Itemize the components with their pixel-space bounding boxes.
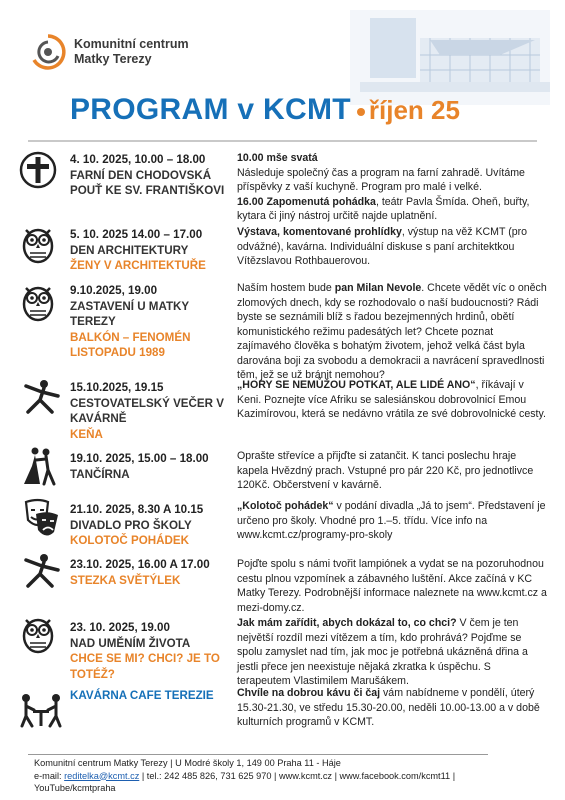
desc-lead: Výstava, komentované prohlídky [237,226,402,238]
title-main: PROGRAM v KCMT [70,93,351,126]
event-date: 19.10. 2025, 15.00 – 18.00 [70,452,209,465]
desc-text2: , teátr Pavla Šmída. Oheň, buřty, kytara či jiný nástroj určitě najde uplatnění. [237,195,530,222]
event-8-description [237,616,547,689]
event-1-description [237,151,547,224]
event-name: ZASTAVENÍ U MATKY TEREZY [70,299,189,328]
event-subtitle: KEŇA [70,427,103,441]
event-date: 23.10. 2025, 16.00 A 17.00 [70,558,210,571]
page-title [70,93,460,127]
event-1 [70,152,228,199]
desc-lead: Chvíle na dobrou kávu či čaj [237,687,381,699]
desc-text: Následuje společný čas a program na farní zahradě. Uvítáme příspěvky z vaší kuchyně. Program pro malé i velké. [237,166,525,193]
event-subtitle: KAVÁRNA CAFE TEREZIE [70,689,214,702]
event-name: NAD UMĚNÍM ŽIVOTA [70,636,191,650]
footer [34,757,554,795]
desc-lead: 10.00 mše svatá [237,152,318,164]
building-image [320,10,550,105]
coffee-people-icon [18,690,64,730]
header-divider [28,140,537,142]
event-3-description [237,281,547,383]
event-4-description [237,378,547,422]
desc-text: . Chcete vědět víc o oněch zlomových dnech, kdy se rozhodovalo o naší budoucnosti? Rádi byste se seznámili blíž s řadou bezejmenných hrdinů, obětí komunistického režimu padesátých let? Chcete poznat zajímavého člověka s bohatým životem, jehož velká část byla darována boji za svobodu a demokracii a navrácení spravedlnosti těm, jež se už bránit nemohou? [237,282,547,381]
footer-address: Komunitní centrum Matky Terezy | U Modré školy 1, 149 00 Praha 11 - Háje [34,758,341,768]
dancer-icon [18,552,64,592]
desc-lead: „Kolotoč pohádek“ [237,500,334,512]
event-subtitle: KOLOTOČ POHÁDEK [70,534,189,547]
org-name-line2: Matky Terezy [74,52,152,66]
event-4 [70,380,228,442]
footer-contacts [34,770,554,783]
event-subtitle: STEZKA SVĚTÝLEK [70,573,181,587]
title-month: říjen 25 [368,95,460,125]
event-7 [70,557,228,588]
event-8 [70,620,228,682]
orange-dot [357,108,365,116]
event-3 [70,283,228,361]
footer-youtube: YouTube/kcmtpraha [34,783,116,793]
footer-divider [28,754,488,755]
event-6-description [237,499,547,543]
event-name: CESTOVATELSKÝ VEČER V KAVÁRNĚ [70,396,224,425]
dancer-icon [18,378,64,418]
desc-text: Oprašte střevíce a přijďte si zatančit. K tanci poslechu hraje kapela Hvězdný prach. Vstupné pro pár 220 Kč, pro jednotlivce 120Kč. Občerstvení v kavárně. [237,450,534,491]
event-date: 21.10. 2025, 8.30 A 10.15 [70,503,204,516]
event-2 [70,227,228,274]
event-date: 23. 10. 2025, 19.00 [70,621,170,634]
desc-text: vám nabídneme v pondělí, úterý 15.30-21.30, ve středu 15.30-20.00, neděli 10.00-13.00 a v době kulturních programů v KCMT. [237,687,540,728]
event-name: FARNÍ DEN CHODOVSKÁ POUŤ KE SV. FRANTIŠKOVI [70,168,225,197]
org-name-line1: Komunitní centrum [74,37,189,51]
owl-icon [18,614,64,654]
event-subtitle: BALKÓN – FENOMÉN LISTOPADU 1989 [70,330,191,359]
desc-text: V čem je ten největší rozdíl mezi vítězem a tím, kdo prohrává? Pojďme se spolu zamyslet nad tím, jak moc je potřebná ukázněná dřina a jestli přece jen neexistuje nějaká zkratka k úspěchu. S terapeutem Vlastimilem Marušákem. [237,617,528,687]
desc-text: Pojďte spolu s námi tvořit lampiónek a vydat se na pozoruhodnou cestu plnou vzpomínek a zábavného luštění. Akce začíná v KC Matky Terezy. Podrobnější informace naleznete na www.kcmt.cz a mezi-domy.cz. [237,558,547,614]
desc-lead: „HORY SE NEMŮŽOU POTKAT, ALE LIDÉ ANO“ [237,379,476,391]
dancing-couple-icon [18,446,64,486]
event-9 [70,688,228,704]
event-6 [70,502,228,549]
org-name [74,37,189,67]
event-name: DEN ARCHITEKTURY [70,243,189,257]
event-date: 4. 10. 2025, 10.00 – 18.00 [70,153,206,166]
email-link[interactable]: reditelka@kcmt.cz [64,770,140,781]
event-date: 15.10.2025, 19.15 [70,381,164,394]
event-2-description [237,225,547,269]
owl-icon [18,282,64,322]
desc-lead2: 16.00 Zapomenutá pohádka [237,195,376,208]
footer-contacts-rest: | tel.: 242 485 826, 731 625 970 | www.kcmt.cz | www.facebook.com/kcmt11 | [139,770,456,781]
event-name: DIVADLO PRO ŠKOLY [70,518,192,532]
event-5 [70,451,228,482]
event-9-description [237,686,547,730]
desc-text: v podání divadla „Já to jsem“. Představení je určeno pro školy. Vhodné pro 1.–5. třídu. Více info na www.kcmt.cz/programy-pro-skoly [237,500,546,541]
event-7-description [237,557,547,615]
desc-text: , říkávají v Keni. Poznejte více Afriku se salesiánskou dobrovolnicí Emou Kazimírovou, která se nedávno vrátila ze své dobrovolnické cesty. [237,379,546,420]
desc-lead: Jak mám zařídit, abych dokázal to, co chci? [237,617,457,629]
event-name: TANČÍRNA [70,467,130,481]
event-5-description [237,449,547,493]
desc-lead: pan Milan Nevole [334,282,422,294]
theatre-masks-icon [18,498,64,538]
event-date: 5. 10. 2025 14.00 – 17.00 [70,228,203,241]
desc-text: , výstup na věž KCMT (pro odvážné), kavárna. Individuální diskuse s paní architektkou Vítězslavou Rothbauerovou. [237,226,528,267]
event-subtitle: ŽENY V ARCHITEKTUŘE [70,259,206,272]
owl-icon [18,224,64,264]
desc-pre: Naším hostem bude [237,282,335,294]
kcmt-logo-icon [28,32,68,72]
cross-icon [18,150,64,190]
email-label: e-mail: [34,770,65,781]
event-subtitle: CHCE SE MI? CHCI? JE TO TOTÉŽ? [70,652,220,681]
event-date: 9.10.2025, 19.00 [70,284,158,297]
